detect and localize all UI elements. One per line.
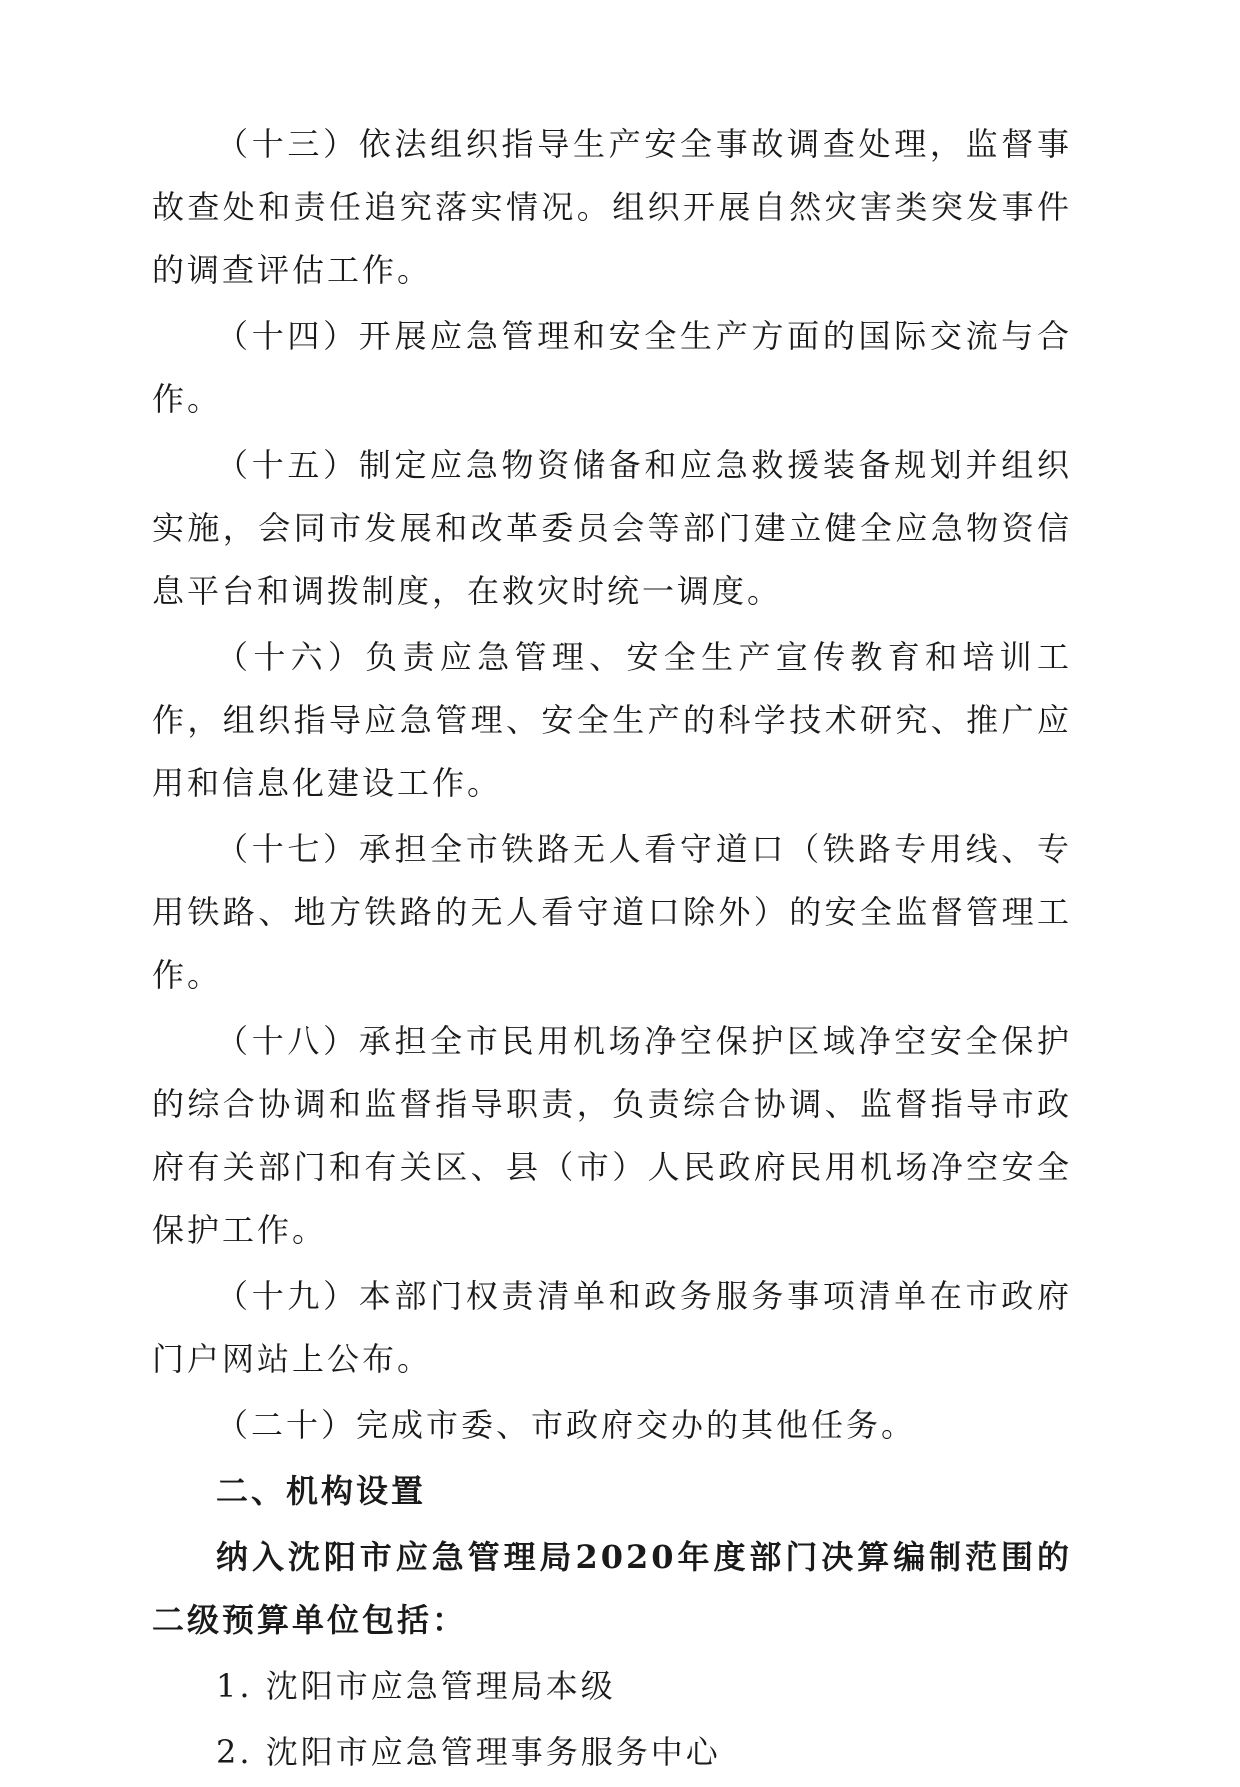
unit-list-item: 2. 沈阳市应急管理事务服务中心 [216,1733,721,1771]
unit-list-item: 1. 沈阳市应急管理局本级 [216,1667,616,1705]
section-heading: 二、机构设置 [216,1472,427,1510]
paragraph-item-19: （十九）本部门权责清单和政务服务事项清单在市政府门户网站上公布。 [152,1277,1072,1378]
paragraph-item-14: （十四）开展应急管理和安全生产方面的国际交流与合作。 [152,317,1072,418]
paragraph-item-20: （二十）完成市委、市政府交办的其他任务。 [216,1406,917,1444]
paragraph-item-18: （十八）承担全市民用机场净空保护区域净空安全保护的综合协调和监督指导职责，负责综合协调、监督指导市政府有关部门和有关区、县（市）人民政府民用机场净空安全保护工作。 [152,1022,1072,1249]
paragraph-item-15: （十五）制定应急物资储备和应急救援装备规划并组织实施，会同市发展和改革委员会等部门建立健全应急物资信息平台和调拨制度，在救灾时统一调度。 [152,446,1072,610]
paragraph-item-13: （十三）依法组织指导生产安全事故调查处理，监督事故查处和责任追究落实情况。组织开展自然灾害类突发事件的调查评估工作。 [152,125,1072,289]
paragraph-item-16: （十六）负责应急管理、安全生产宣传教育和培训工作，组织指导应急管理、安全生产的科学技术研究、推广应用和信息化建设工作。 [152,638,1072,802]
paragraph-item-17: （十七）承担全市铁路无人看守道口（铁路专用线、专用铁路、地方铁路的无人看守道口除外）的安全监督管理工作。 [152,830,1072,994]
section-intro: 纳入沈阳市应急管理局2020年度部门决算编制范围的二级预算单位包括： [152,1538,1072,1639]
document-page [152,113,1072,1787]
